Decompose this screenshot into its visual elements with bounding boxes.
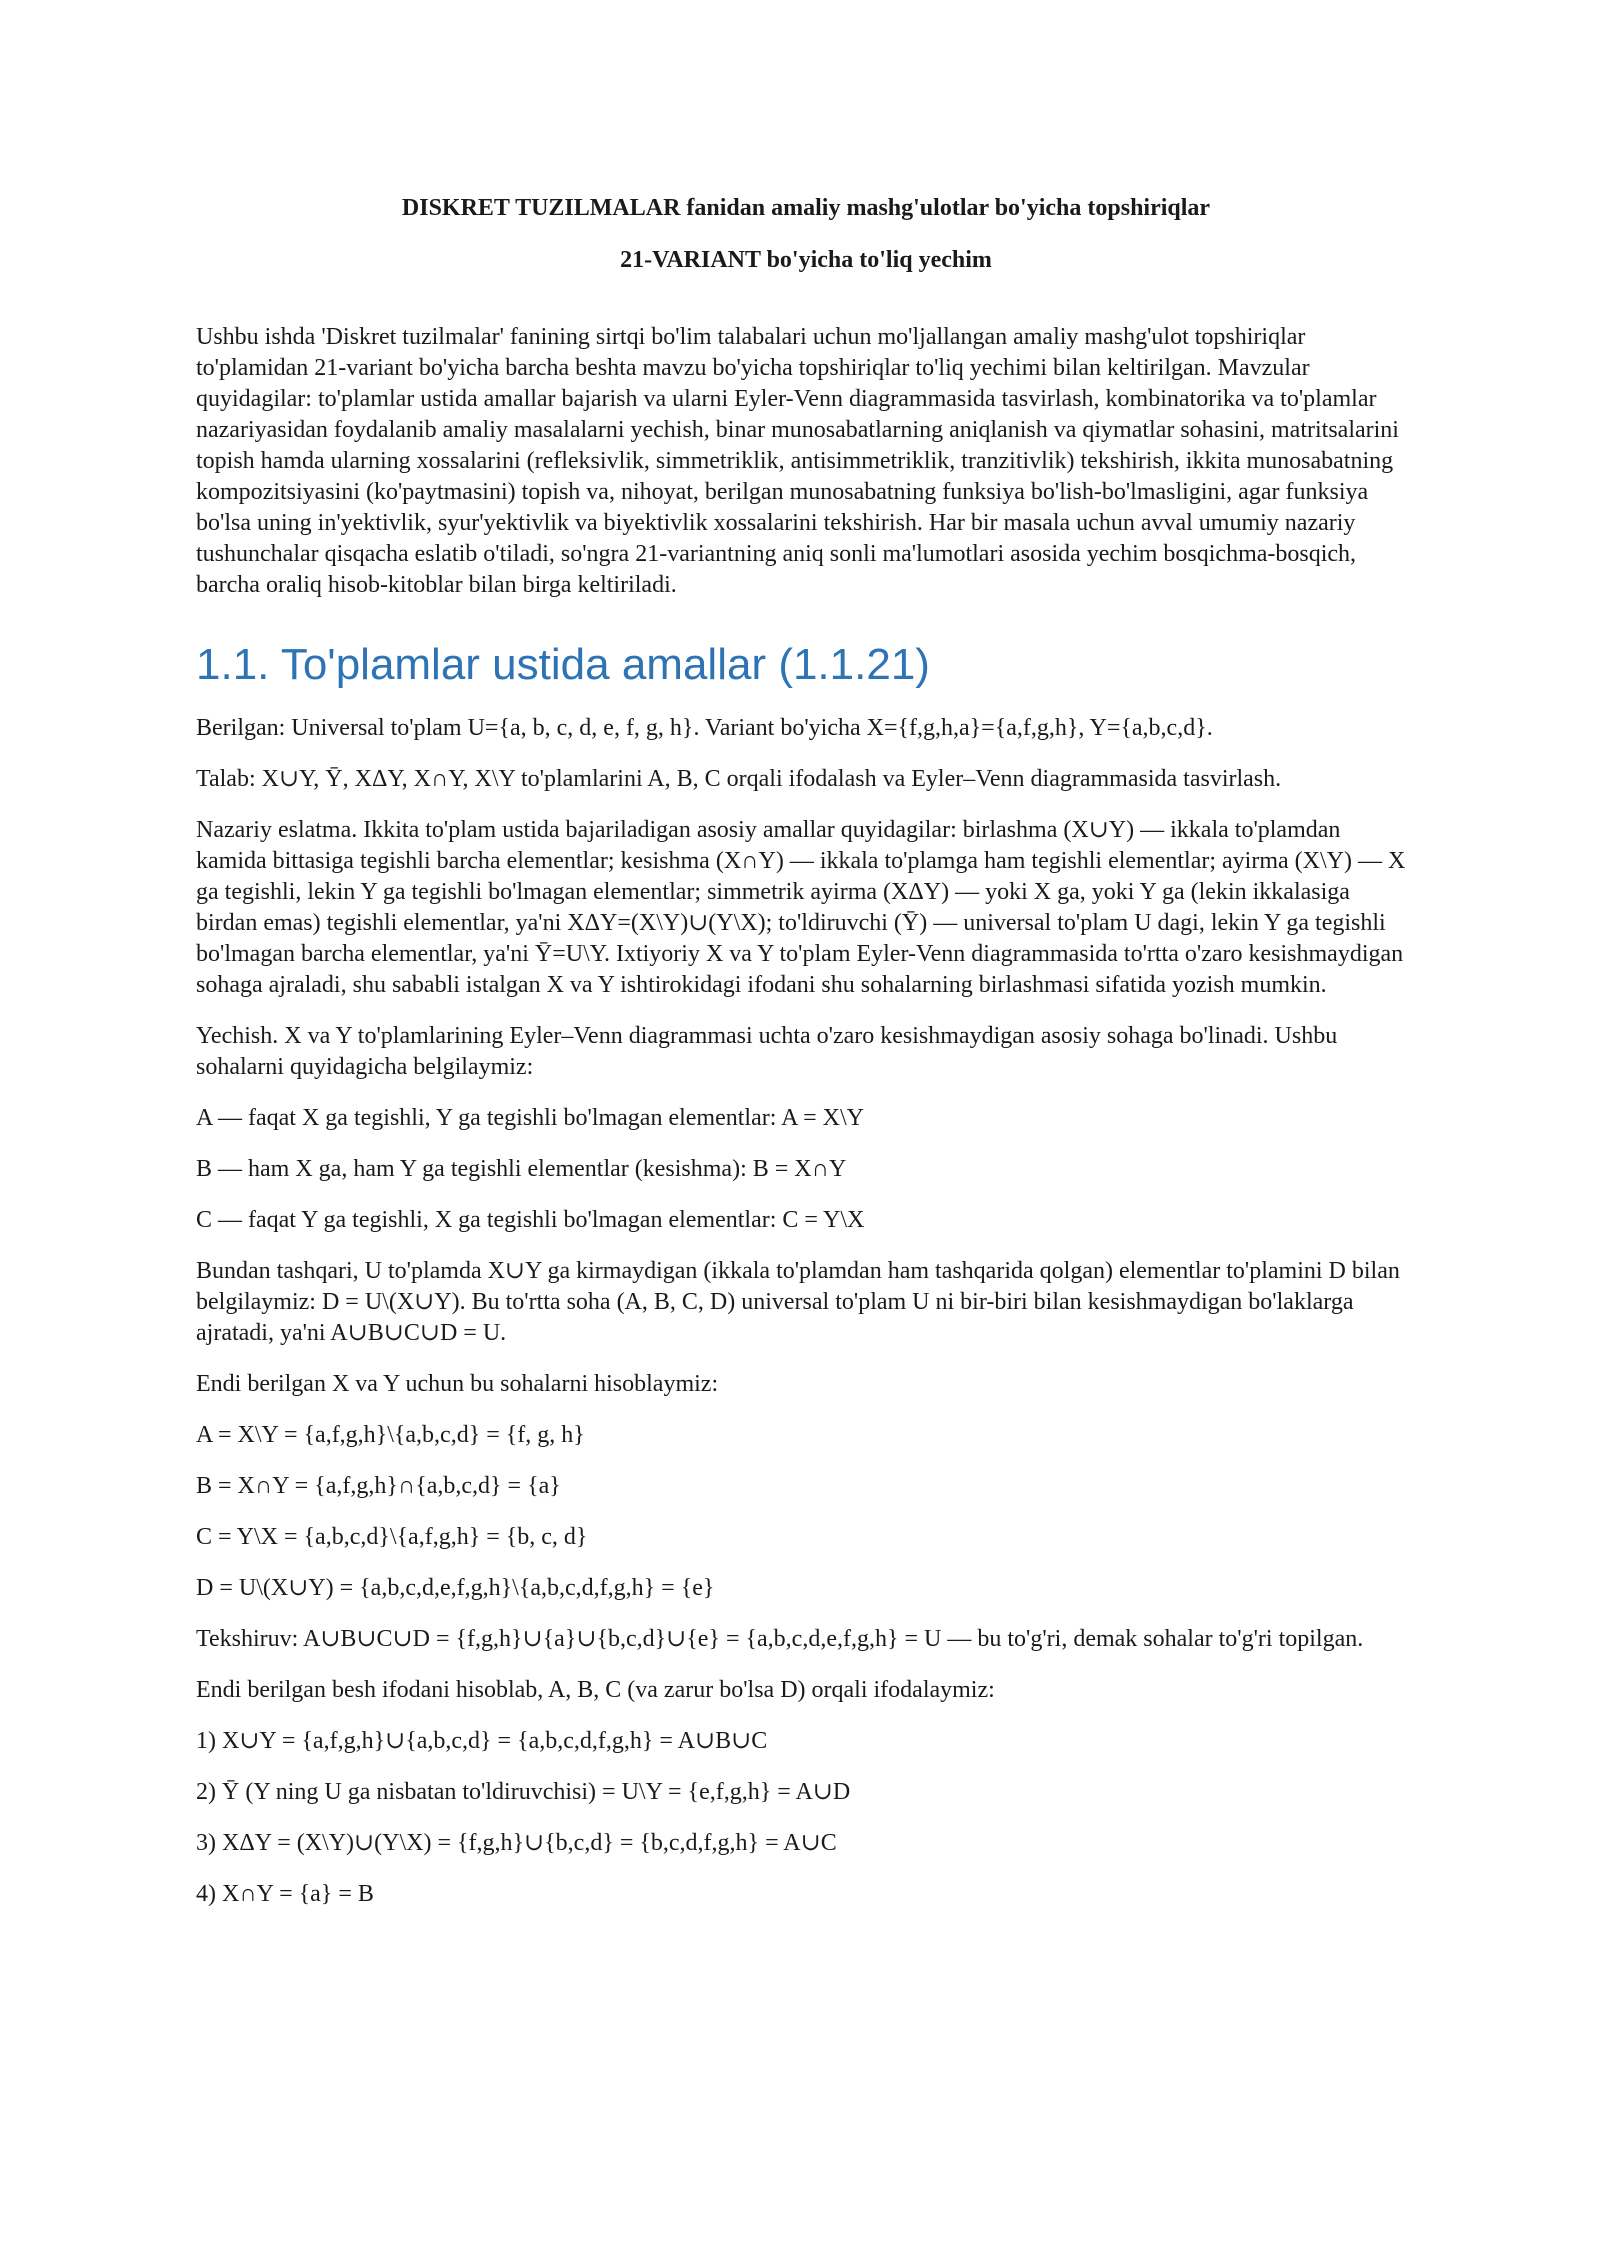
expression-3: 3) XΔY = (X\Y)∪(Y\X) = {f,g,h}∪{b,c,d} = {b,c,d,f,g,h} = A∪C xyxy=(196,1830,837,1856)
calc-b-line: B = X∩Y = {a,f,g,h}∩{a,b,c,d} = {a} xyxy=(196,1473,561,1499)
theory-paragraph: Nazariy eslatma. Ikkita to'plam ustida bajariladigan asosiy amallar quyidagilar: birlashma (X∪Y) — ikkala to'plamdan kamida bittasiga tegishli barcha elementlar; kesishma (X∩Y) — ikkala to'plamga ham tegishli elementlar; ayirma (X\Y) — X ga tegishli, lekin Y ga tegishli bo'lmagan elementlar; simmetrik ayirma (XΔY) — yoki X ga, yoki Y ga (lekin ikkalasiga birdan emas) tegishli elementlar, ya'ni XΔY=(X\Y)∪(Y\X); to'ldiruvchi (Ȳ) — universal to'plam U dagi, lekin Y ga tegishli bo'lmagan barcha elementlar, ya'ni Ȳ=U\Y. Ixtiyoriy X va Y to'plam Eyler-Venn diagrammasida to'rtta o'zaro kesishmaydigan sohaga ajraladi, shu sababli istalgan X va Y ishtirokidagi ifodani shu sohalarning birlashmasi sifatida yozish mumkin. xyxy=(196,817,1406,998)
expression-4: 4) X∩Y = {a} = B xyxy=(196,1881,374,1907)
calc-d-line: D = U\(X∪Y) = {a,b,c,d,e,f,g,h}\{a,b,c,d,f,g,h} = {e} xyxy=(196,1575,715,1601)
task-paragraph: Talab: X∪Y, Ȳ, XΔY, X∩Y, X\Y to'plamlarini A, B, C orqali ifodalash va Eyler–Venn diagrammasida tasvirlash. xyxy=(196,766,1282,792)
document-page xyxy=(196,192,1416,1930)
given-paragraph: Berilgan: Universal to'plam U={a, b, c, d, e, f, g, h}. Variant bo'yicha X={f,g,h,a}={a,f,g,h}, Y={a,b,c,d}. xyxy=(196,715,1213,741)
solution-paragraph: Yechish. X va Y to'plamlarining Eyler–Venn diagrammasi uchta o'zaro kesishmaydigan asosiy sohaga bo'linadi. Ushbu sohalarni quyidagicha belgilaymiz: xyxy=(196,1023,1338,1080)
compute-intro: Endi berilgan X va Y uchun bu sohalarni hisoblaymiz: xyxy=(196,1371,719,1397)
expression-2: 2) Ȳ (Y ning U ga nisbatan to'ldiruvchisi) = U\Y = {e,f,g,h} = A∪D xyxy=(196,1779,851,1805)
intro-paragraph: Ushbu ishda 'Diskret tuzilmalar' fanining sirtqi bo'lim talabalari uchun mo'ljallangan amaliy mashg'ulot topshiriqlar to'plamidan 21-variant bo'yicha barcha beshta mavzu bo'yicha topshiriqlar to'liq yechimi bilan keltirilgan. Mavzular quyidagilar: to'plamlar ustida amallar bajarish va ularni Eyler-Venn diagrammasida tasvirlash, kombinatorika va to'plamlar nazariyasidan foydalanib amaliy masalalarni yechish, binar munosabatlarning aniqlanish va qiymatlar sohasini, matritsalarini topish hamda ularning xossalarini (refleksivlik, simmetriklik, antisimmetriklik, tranzitivlik) tekshirish, ikkita munosabatning kompozitsiyasini (ko'paytmasini) topish va, nihoyat, berilgan munosabatning funksiya bo'lish-bo'lmasligini, agar funksiya bo'lsa uning in'yektivlik, syur'yektivlik va biyektivlik xossalarini tekshirish. Har bir masala uchun avval umumiy nazariy tushunchalar qisqacha eslatib o'tiladi, so'ngra 21-variantning aniq sonli ma'lumotlari asosida yechim bosqichma-bosqich, barcha oraliq hisob-kitoblar bilan birga keltiriladi. xyxy=(196,324,1399,598)
calc-a-line: A = X\Y = {a,f,g,h}\{a,b,c,d} = {f, g, h} xyxy=(196,1422,585,1448)
document-title: DISKRET TUZILMALAR fanidan amaliy mashg'ulotlar bo'yicha topshiriqlar xyxy=(401,195,1211,221)
region-a-definition: A — faqat X ga tegishli, Y ga tegishli bo'lmagan elementlar: A = X\Y xyxy=(196,1105,864,1131)
check-paragraph: Tekshiruv: A∪B∪C∪D = {f,g,h}∪{a}∪{b,c,d}∪{e} = {a,b,c,d,e,f,g,h} = U — bu to'g'ri, demak sohalar to'g'ri topilgan. xyxy=(196,1626,1364,1652)
region-c-definition: C — faqat Y ga tegishli, X ga tegishli bo'lmagan elementlar: C = Y\X xyxy=(196,1207,865,1233)
expression-1: 1) X∪Y = {a,f,g,h}∪{a,b,c,d} = {a,b,c,d,f,g,h} = A∪B∪C xyxy=(196,1728,768,1754)
calc-c-line: C = Y\X = {a,b,c,d}\{a,f,g,h} = {b, c, d} xyxy=(196,1524,588,1550)
expressions-intro: Endi berilgan besh ifodani hisoblab, A, B, C (va zarur bo'lsa D) orqali ifodalaymiz: xyxy=(196,1677,995,1703)
section-heading: 1.1. To'plamlar ustida amallar (1.1.21) xyxy=(196,640,930,689)
document-subtitle: 21-VARIANT bo'yicha to'liq yechim xyxy=(620,247,992,273)
region-d-paragraph: Bundan tashqari, U to'plamda X∪Y ga kirmaydigan (ikkala to'plamdan ham tashqarida qolgan) elementlar to'plamini D bilan belgilaymiz: D = U\(X∪Y). Bu to'rtta soha (A, B, C, D) universal to'plam U ni bir-biri bilan kesishmaydigan bo'laklarga ajratadi, ya'ni A∪B∪C∪D = U. xyxy=(196,1258,1400,1346)
region-b-definition: B — ham X ga, ham Y ga tegishli elementlar (kesishma): B = X∩Y xyxy=(196,1156,847,1182)
